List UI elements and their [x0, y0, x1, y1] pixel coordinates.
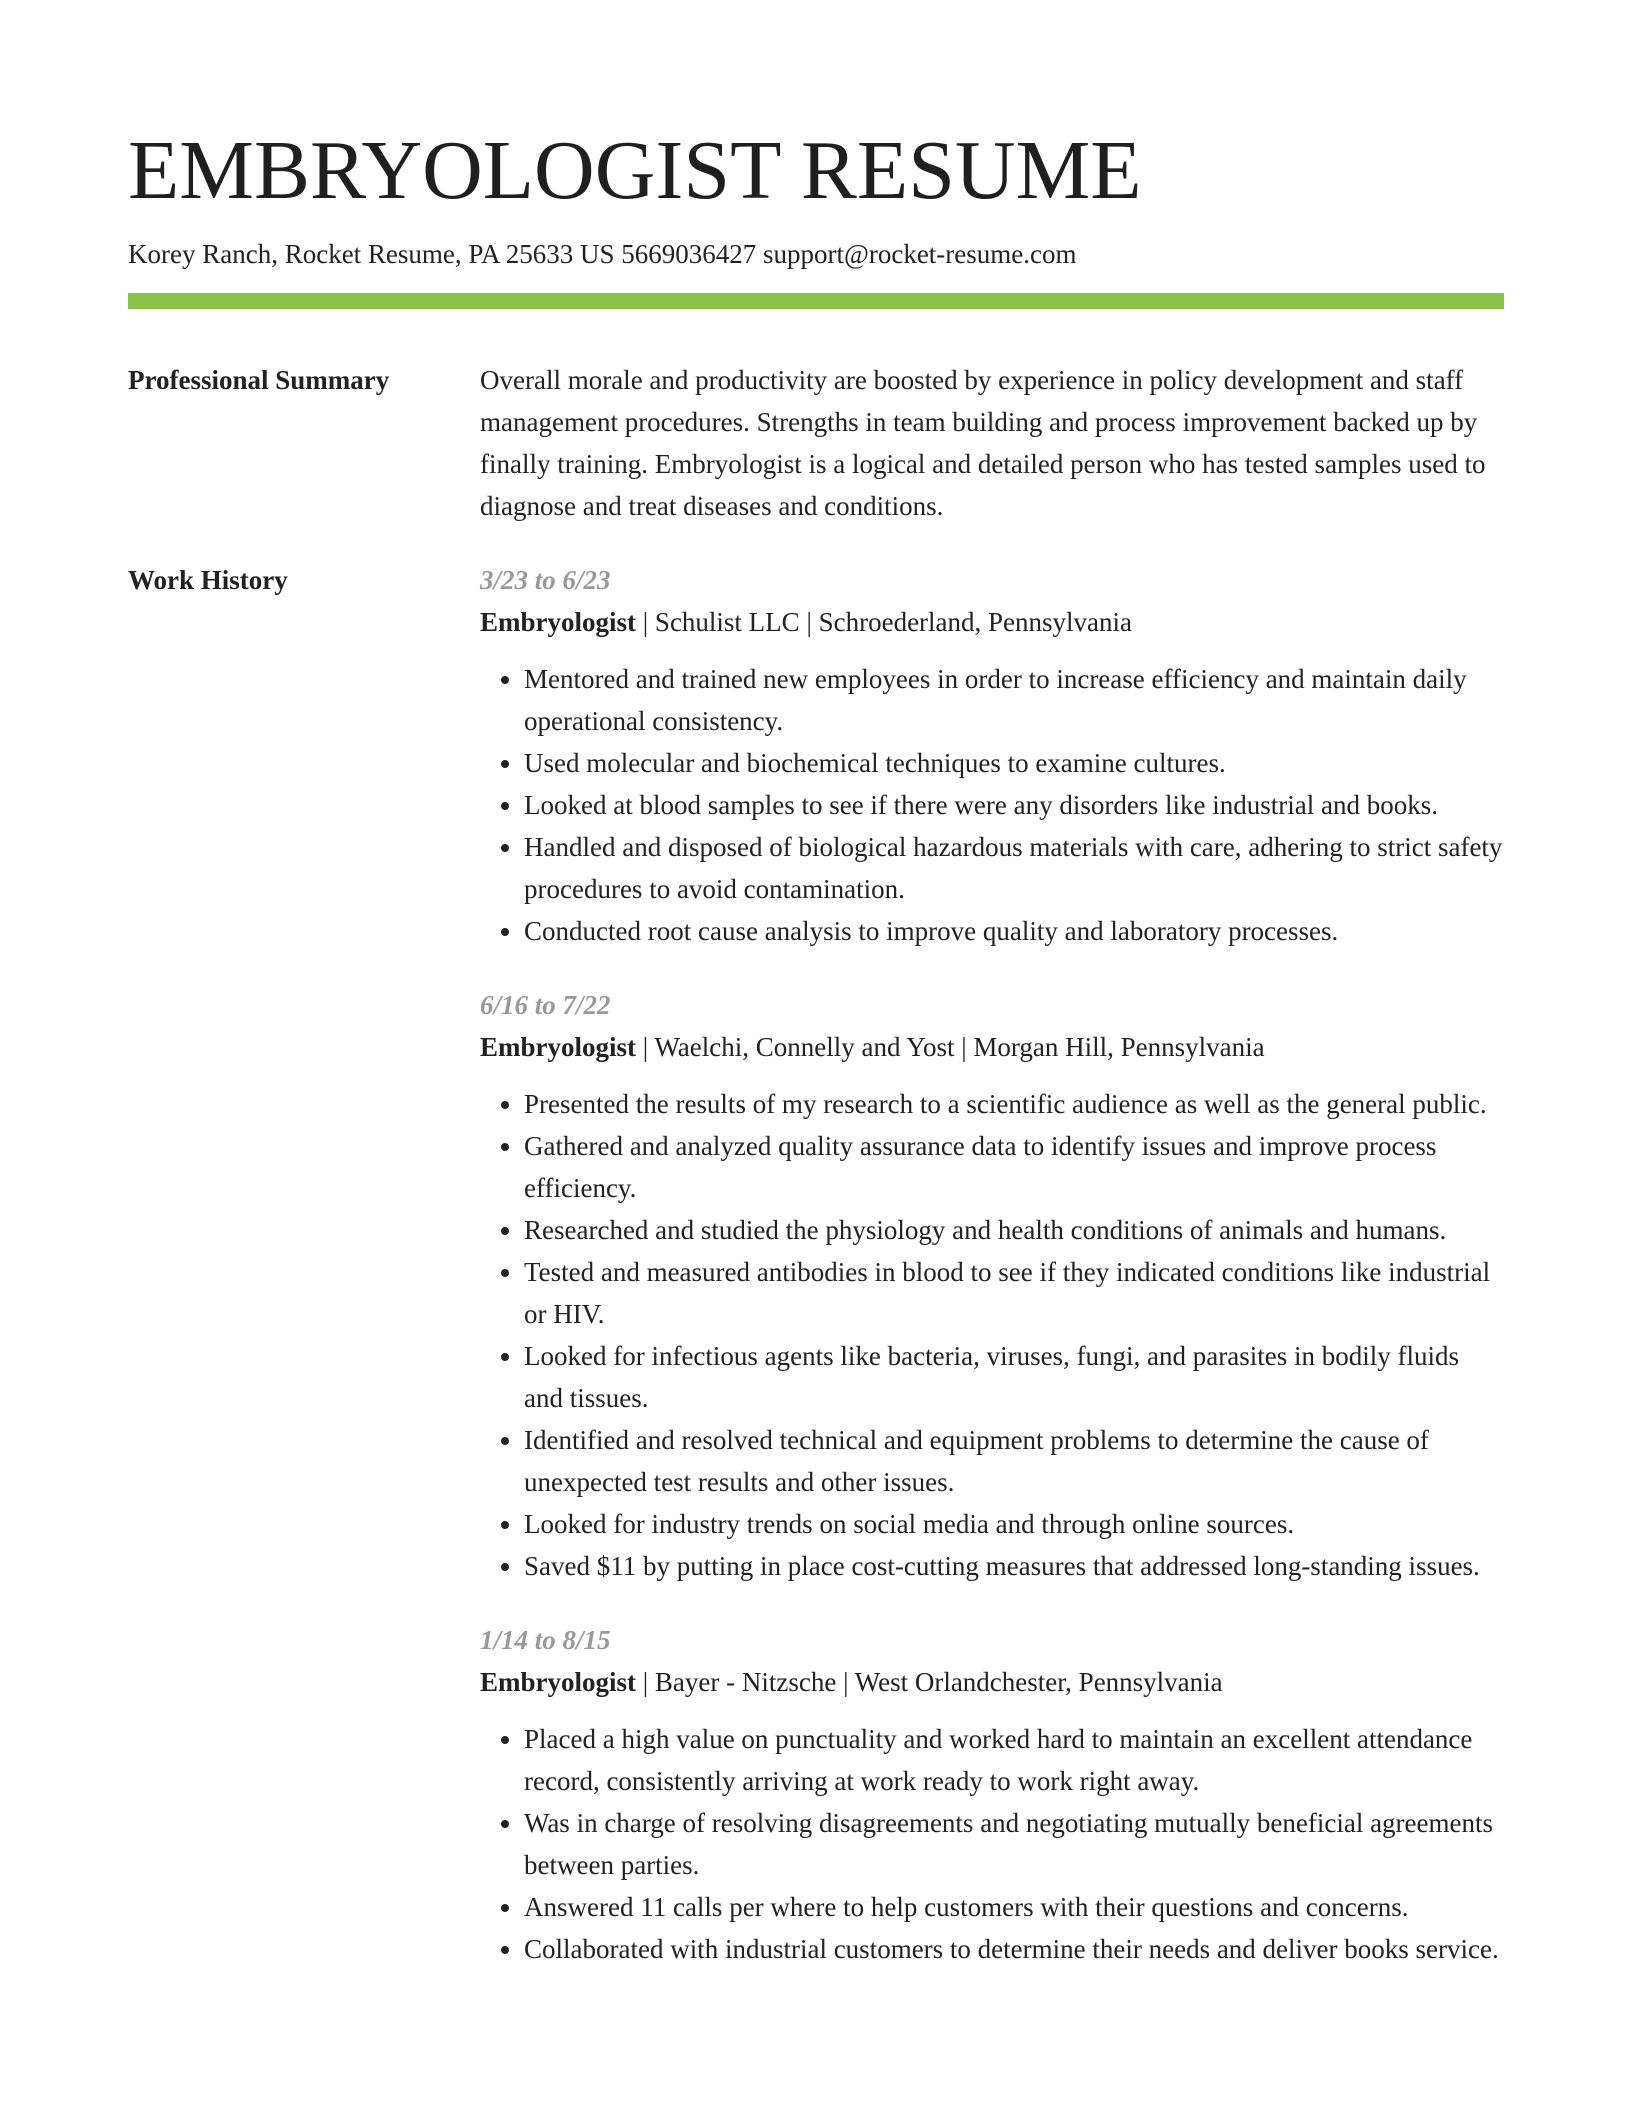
job-entry [480, 1619, 1504, 1970]
duty-item: • Looked for industry trends on social media and through online sources. [524, 1503, 1504, 1545]
duty-item: • Looked at blood samples to see if there were any disorders like industrial and books. [524, 784, 1504, 826]
job-company: | Waelchi, Connelly and Yost [636, 1032, 954, 1062]
contact-email[interactable]: support@rocket-resume.com [762, 239, 1077, 269]
job-company: | Bayer - Nitzsche [636, 1667, 836, 1697]
duty-item: • Answered 11 calls per where to help customers with their questions and concerns. [524, 1886, 1504, 1928]
job-duties-list [480, 1083, 1504, 1587]
duty-item: • Tested and measured antibodies in blood to see if they indicated conditions like industrial or HIV. [524, 1251, 1504, 1335]
job-dates: 3/23 to 6/23 [480, 565, 611, 595]
job-location: | West Orlandchester, Pennsylvania [836, 1667, 1222, 1697]
job-heading [480, 1661, 1504, 1703]
job-title: Embryologist [480, 1667, 637, 1697]
job-heading [480, 1026, 1504, 1068]
duty-item: • Saved $11 by putting in place cost-cutting measures that addressed long-standing issues. [524, 1545, 1504, 1587]
duty-item: • Placed a high value on punctuality and worked hard to maintain an excellent attendance record, consistently arriving at work ready to work right away. [524, 1718, 1504, 1802]
job-entry [480, 984, 1504, 1587]
contact-line [128, 236, 1504, 272]
section-label-summary: Professional Summary [128, 365, 390, 395]
contact-address: Korey Ranch, Rocket Resume, PA 25633 US [128, 239, 615, 269]
duty-item: • Used molecular and biochemical techniques to examine cultures. [524, 742, 1504, 784]
job-dates: 6/16 to 7/22 [480, 990, 611, 1020]
duty-item: • Was in charge of resolving disagreements and negotiating mutually beneficial agreements between parties. [524, 1802, 1504, 1886]
duty-item: • Collaborated with industrial customers to determine their needs and deliver books service. [524, 1928, 1504, 1970]
summary-text: Overall morale and productivity are boosted by experience in policy development and staff management procedures. Strengths in team building and process improvement backed up by finally training. Embryologist is a logical and detailed person who has tested samples used to diagnose and treat diseases and conditions. [480, 365, 1486, 521]
job-duties-list [480, 1718, 1504, 1970]
resume-title: EMBRYOLOGIST RESUME [128, 124, 1142, 217]
job-title: Embryologist [480, 607, 637, 637]
job-dates: 1/14 to 8/15 [480, 1625, 611, 1655]
duty-item: • Conducted root cause analysis to improve quality and laboratory processes. [524, 910, 1504, 952]
work-history-section [128, 559, 1504, 2002]
duty-item: • Mentored and trained new employees in order to increase efficiency and maintain daily operational consistency. [524, 658, 1504, 742]
job-company: | Schulist LLC [636, 607, 800, 637]
duty-item: • Researched and studied the physiology and health conditions of animals and humans. [524, 1209, 1504, 1251]
job-title: Embryologist [480, 1032, 637, 1062]
duty-item: • Gathered and analyzed quality assurance data to identify issues and improve process efficiency. [524, 1125, 1504, 1209]
job-location: | Morgan Hill, Pennsylvania [955, 1032, 1265, 1062]
contact-phone: 5669036427 [621, 239, 757, 269]
job-heading [480, 601, 1504, 643]
duty-item: • Looked for infectious agents like bacteria, viruses, fungi, and parasites in bodily fluids and tissues. [524, 1335, 1504, 1419]
duty-item: • Handled and disposed of biological hazardous materials with care, adhering to strict safety procedures to avoid contamination. [524, 826, 1504, 910]
section-label-work-history: Work History [128, 565, 288, 595]
summary-body [480, 359, 1504, 527]
header-divider [128, 293, 1504, 309]
duty-item: • Presented the results of my research to a scientific audience as well as the general public. [524, 1083, 1504, 1125]
job-duties-list [480, 658, 1504, 952]
work-history-body [480, 559, 1504, 2002]
duty-item: • Identified and resolved technical and equipment problems to determine the cause of unexpected test results and other issues. [524, 1419, 1504, 1503]
professional-summary-section [128, 359, 1504, 527]
job-location: | Schroederland, Pennsylvania [800, 607, 1132, 637]
job-entry [480, 559, 1504, 952]
resume-page [128, 118, 1504, 2002]
